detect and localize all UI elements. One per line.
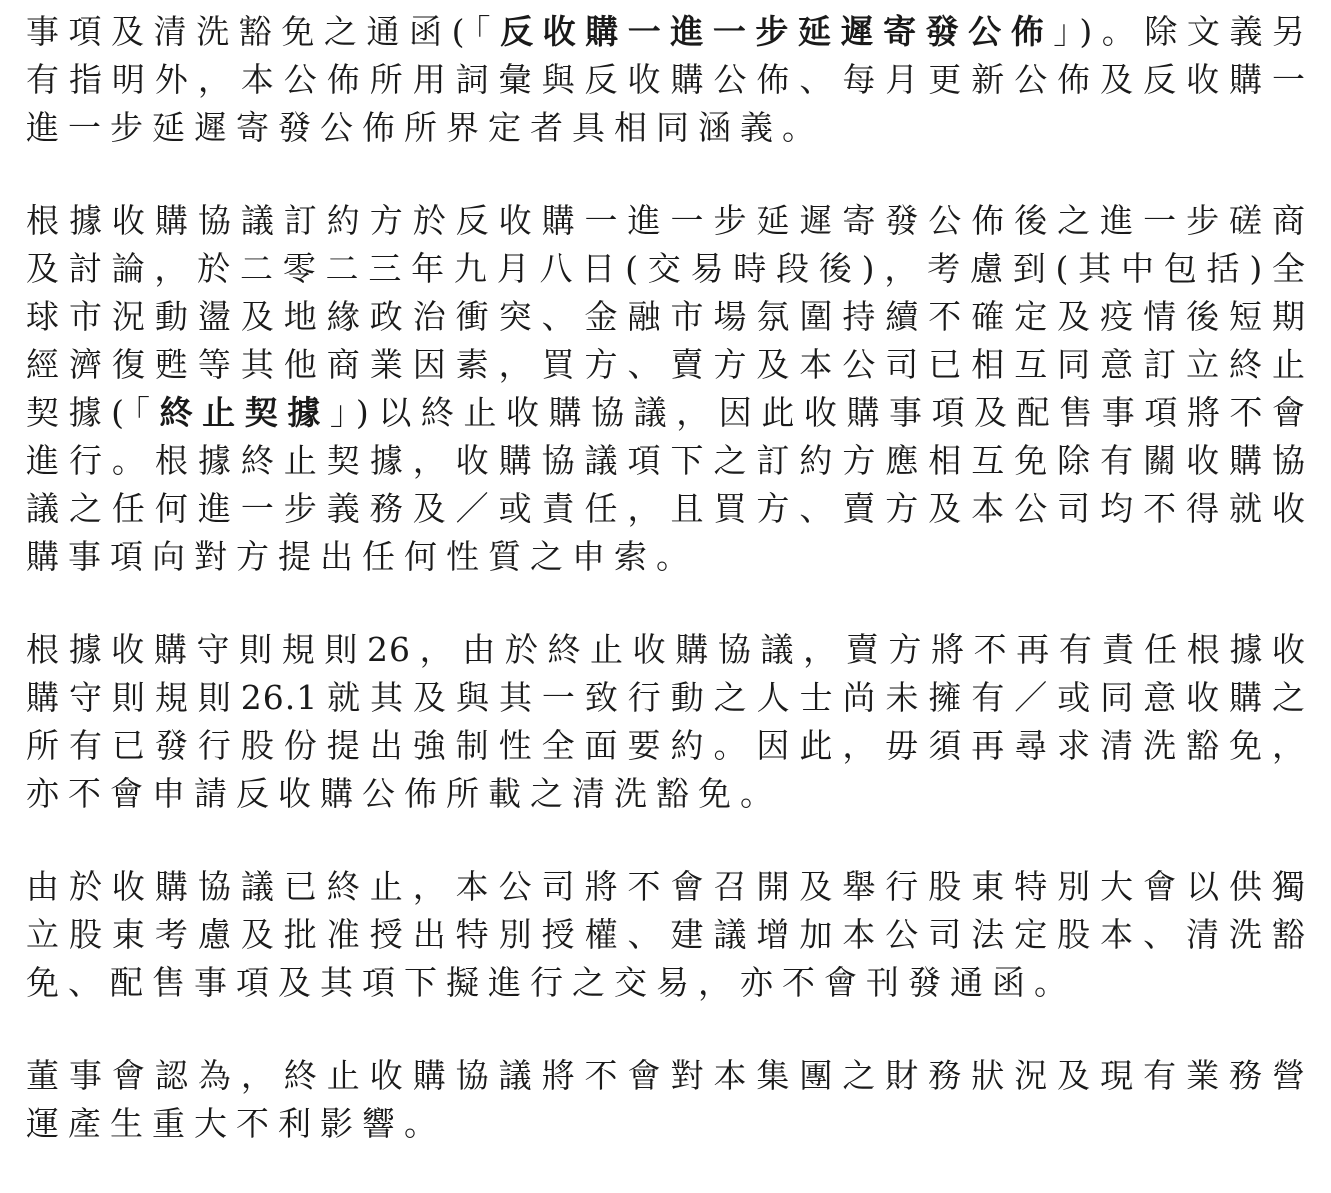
text-line	[26, 863, 1306, 911]
text-segment: 根據收購協議訂約方於反收購一進一步延遲寄發公佈後之進一步磋商	[26, 201, 1306, 240]
text-line	[26, 341, 1306, 389]
paragraph	[26, 197, 1306, 581]
paragraph	[26, 626, 1306, 818]
text-line	[26, 56, 1306, 104]
text-line	[26, 911, 1306, 959]
text-line	[26, 1100, 1306, 1148]
text-line	[26, 674, 1306, 722]
text-line	[26, 770, 1306, 818]
text-line	[26, 722, 1306, 770]
text-segment: 及討論，於二零二三年九月八日(交易時段後)，考慮到(其中包括)全	[26, 249, 1306, 288]
text-segment: 契據(「	[26, 393, 160, 432]
text-line	[26, 959, 1306, 1007]
text-segment: 根據收購守則規則26，由於終止收購協議，賣方將不再有責任根據收	[26, 630, 1306, 669]
text-segment: 」)以終止收購協議，因此收購事項及配售事項將不會	[329, 393, 1307, 432]
text-segment: 購事項向對方提出任何性質之申索。	[26, 537, 698, 576]
text-segment: 免、配售事項及其項下擬進行之交易，亦不會刊發通函。	[26, 963, 1076, 1002]
text-segment: 立股東考慮及批准授出特別授權、建議增加本公司法定股本、清洗豁	[26, 915, 1306, 954]
text-segment: 有指明外，本公佈所用詞彙與反收購公佈、每月更新公佈及反收購一	[26, 60, 1306, 99]
text-line	[26, 437, 1306, 485]
text-line	[26, 245, 1306, 293]
text-segment: 議之任何進一步義務及／或責任，且買方、賣方及本公司均不得就收	[26, 489, 1306, 528]
text-segment: 董事會認為，終止收購協議將不會對本集團之財務狀況及現有業務營	[26, 1056, 1306, 1095]
text-line	[26, 389, 1306, 437]
text-line	[26, 104, 1306, 152]
paragraph	[26, 1052, 1306, 1148]
text-segment: 進一步延遲寄發公佈所界定者具相同涵義。	[26, 108, 824, 147]
defined-term: 終止契據	[159, 393, 330, 432]
paragraph	[26, 863, 1306, 1007]
text-line	[26, 197, 1306, 245]
text-segment: 進行。根據終止契據，收購協議項下之訂約方應相互免除有關收購協	[26, 441, 1306, 480]
document-body	[26, 8, 1306, 1193]
paragraph	[26, 8, 1306, 152]
text-line	[26, 485, 1306, 533]
text-line	[26, 626, 1306, 674]
text-segment: 所有已發行股份提出強制性全面要約。因此，毋須再尋求清洗豁免，	[26, 726, 1306, 765]
defined-term: 反收購一進一步延遲寄發公佈	[500, 12, 1054, 51]
text-segment: 球市況動盪及地緣政治衝突、金融市場氛圍持續不確定及疫情後短期	[26, 297, 1306, 336]
text-segment: 事項及清洗豁免之通函(「	[26, 12, 501, 51]
text-segment: 運產生重大不利影響。	[26, 1104, 446, 1143]
text-line	[26, 8, 1306, 56]
text-line	[26, 533, 1306, 581]
text-line	[26, 1052, 1306, 1100]
text-segment: 購守則規則26.1就其及與其一致行動之人士尚未擁有／或同意收購之	[26, 678, 1306, 717]
text-segment: 」)。除文義另	[1053, 12, 1307, 51]
text-segment: 經濟復甦等其他商業因素，買方、賣方及本公司已相互同意訂立終止	[26, 345, 1306, 384]
text-segment: 亦不會申請反收購公佈所載之清洗豁免。	[26, 774, 782, 813]
text-line	[26, 293, 1306, 341]
text-segment: 由於收購協議已終止，本公司將不會召開及舉行股東特別大會以供獨	[26, 867, 1306, 906]
